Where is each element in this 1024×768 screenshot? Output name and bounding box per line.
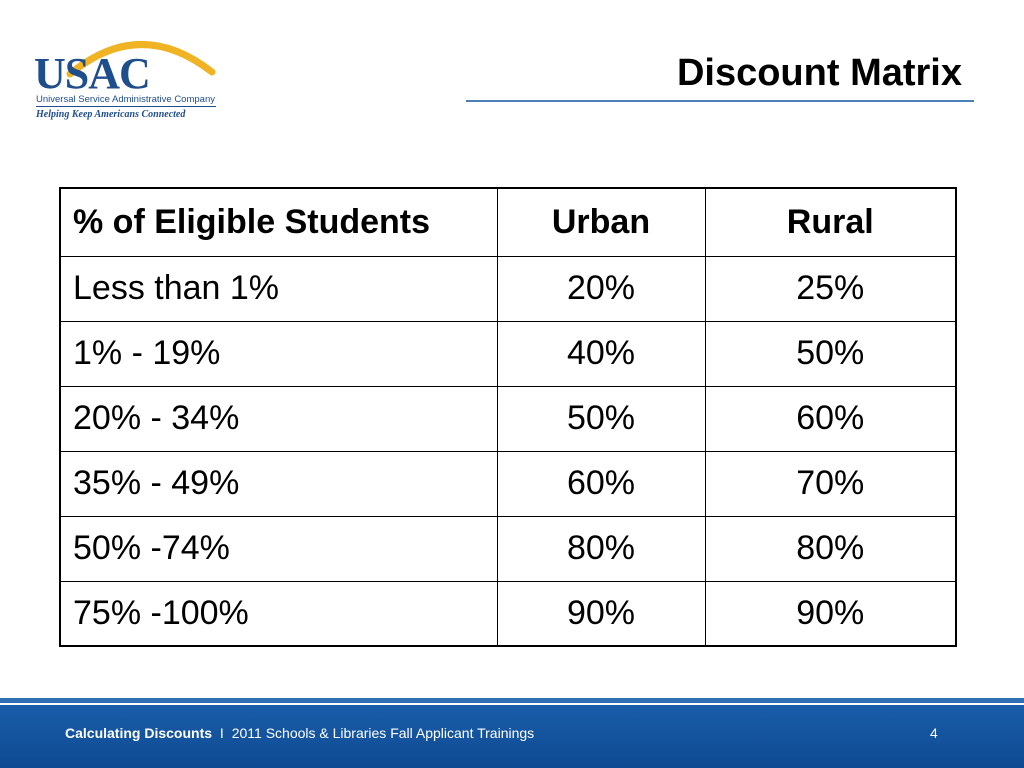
page-title: Discount Matrix [676,52,962,94]
discount-matrix-table [59,187,957,647]
cell-rural: 50% [705,321,956,386]
footer-event: 2011 Schools & Libraries Fall Applicant Trainings [231,725,535,741]
cell-rural: 90% [705,581,956,646]
footer-caption [65,725,534,741]
cell-urban: 80% [497,516,705,581]
logo-divider [36,106,216,107]
cell-eligible: 20% - 34% [60,386,497,451]
footer-separator: I [219,725,224,741]
cell-urban: 50% [497,386,705,451]
page-number: 4 [930,725,938,741]
table-row [60,516,956,581]
header-urban: Urban [497,188,705,256]
table-row [60,321,956,386]
cell-eligible: 35% - 49% [60,451,497,516]
table-row [60,451,956,516]
cell-rural: 80% [705,516,956,581]
table-row [60,581,956,646]
cell-urban: 20% [497,256,705,321]
cell-rural: 60% [705,386,956,451]
table-row [60,386,956,451]
cell-eligible: Less than 1% [60,256,497,321]
usac-logo [30,26,230,126]
logo-company-name: Universal Service Administrative Company [36,94,215,105]
header-eligible-students: % of Eligible Students [60,188,497,256]
cell-eligible: 1% - 19% [60,321,497,386]
logo-wordmark: USAC [34,49,150,98]
cell-rural: 25% [705,256,956,321]
header-rural: Rural [705,188,956,256]
title-underline [466,100,974,102]
footer [0,705,1024,768]
cell-eligible: 75% -100% [60,581,497,646]
cell-rural: 70% [705,451,956,516]
table-header-row [60,188,956,256]
cell-urban: 60% [497,451,705,516]
footer-section: Calculating Discounts [65,725,213,741]
cell-urban: 90% [497,581,705,646]
cell-urban: 40% [497,321,705,386]
logo-tagline: Helping Keep Americans Connected [36,109,186,120]
table-row [60,256,956,321]
cell-eligible: 50% -74% [60,516,497,581]
